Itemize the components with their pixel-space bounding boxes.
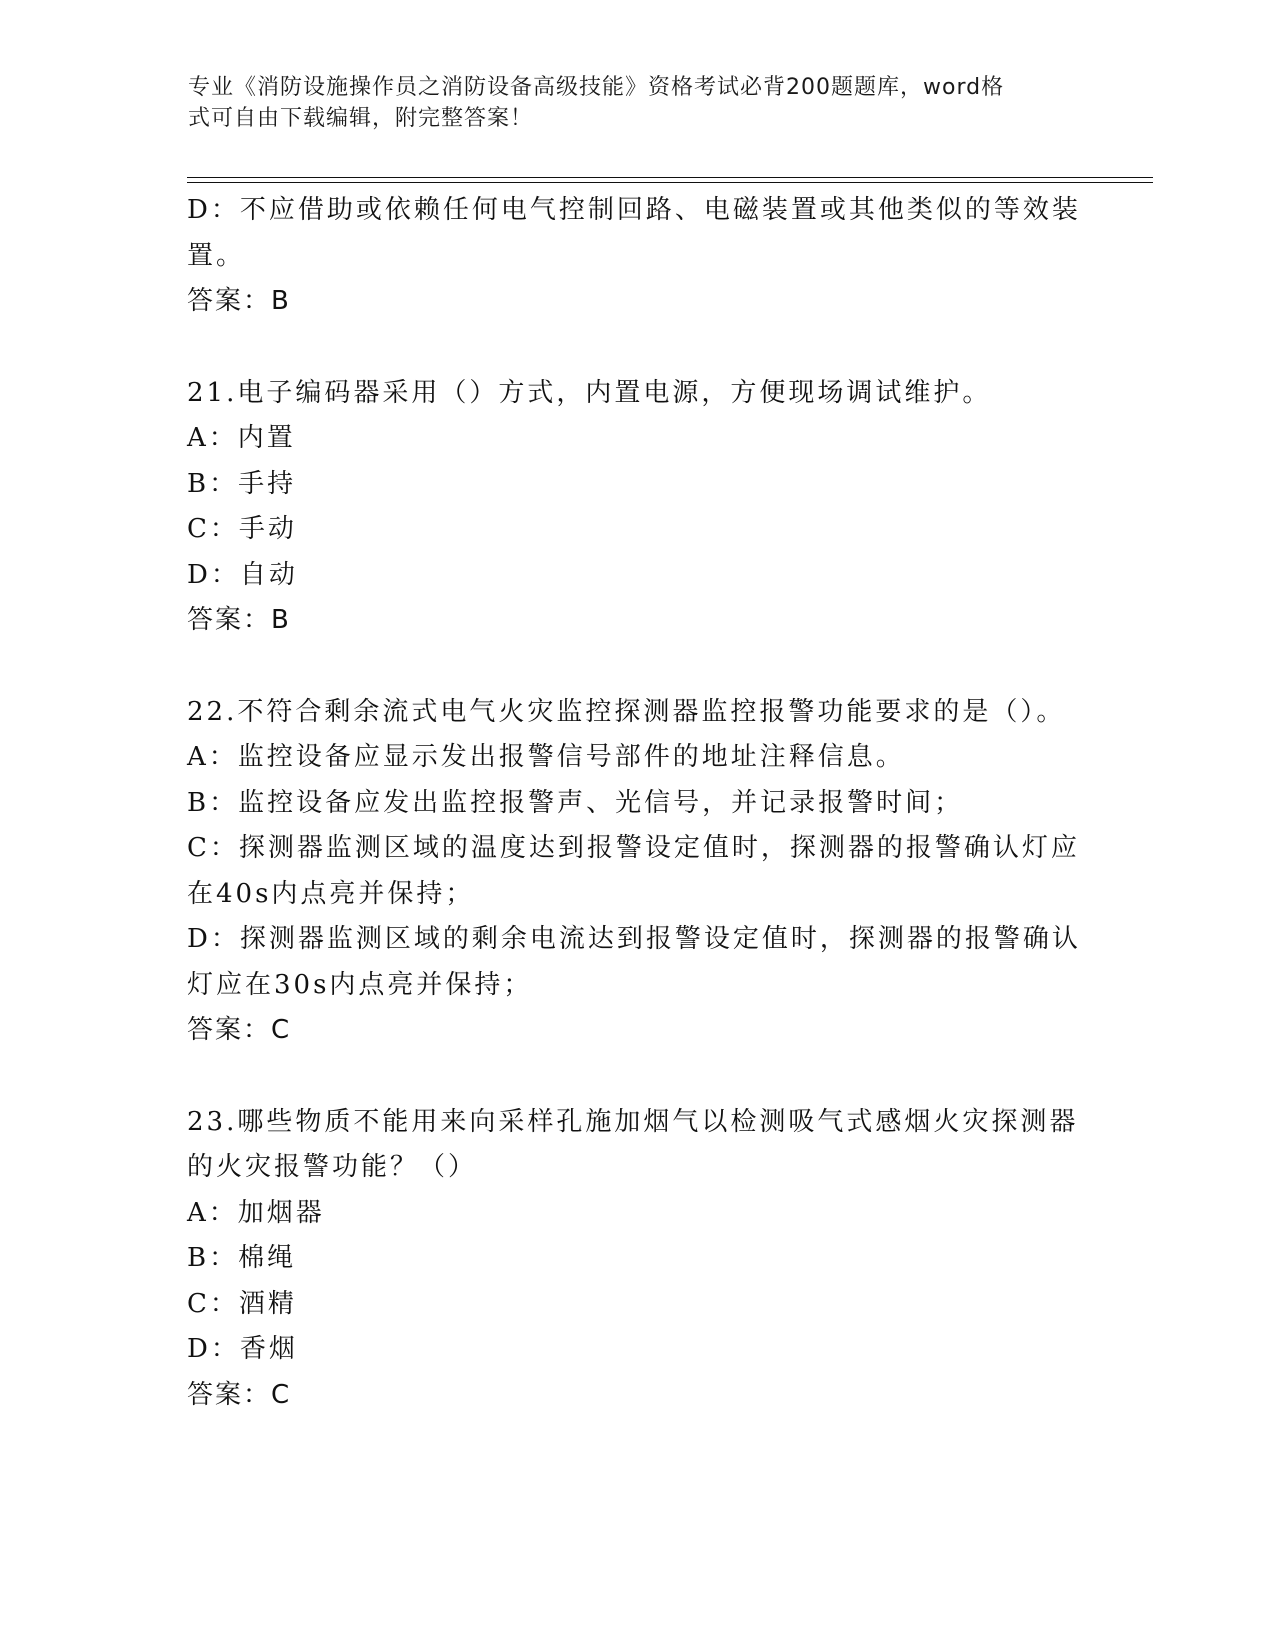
- option-d: D：自动: [187, 559, 298, 590]
- option-c-line-2: 在40s内点亮并保持；: [187, 878, 475, 909]
- header-line-2: 式可自由下载编辑，附完整答案！: [188, 106, 534, 131]
- header-rule-bottom: [187, 182, 1153, 183]
- option-b: B：棉绳: [187, 1243, 297, 1273]
- option-a: A：监控设备应显示发出报警信号部件的地址注释信息。: [187, 742, 905, 772]
- question-stem: 21.电子编码器采用（）方式，内置电源，方便现场调试维护。: [187, 377, 992, 408]
- answer-line: 答案：C: [187, 1379, 292, 1410]
- option-b: B：监控设备应发出监控报警声、光信号，并记录报警时间；: [187, 787, 964, 818]
- option-b: B：手持: [187, 468, 297, 499]
- question-separator: [187, 1054, 1077, 1100]
- option-d-line-1: D：不应借助或依赖任何电气控制回路、电磁装置或其他类似的等效装: [187, 195, 1081, 225]
- header-line-1: 专业《消防设施操作员之消防设备高级技能》资格考试必背200题题库，word格: [188, 75, 1005, 100]
- question-22: [187, 690, 1081, 1054]
- document-header: [188, 72, 1078, 134]
- question-21: [187, 371, 1077, 644]
- option-d-line-2: 置。: [187, 240, 246, 271]
- option-d-line-1: D：探测器监测区域的剩余电流达到报警设定值时，探测器的报警确认: [187, 924, 1081, 954]
- option-d-line-2: 灯应在30s内点亮并保持；: [187, 969, 533, 1000]
- question-separator: [187, 325, 1077, 371]
- question-stem-line-2: 的火灾报警功能？（）: [187, 1152, 478, 1182]
- answer-line: 答案：B: [187, 286, 291, 316]
- answer-line: 答案：B: [187, 605, 291, 635]
- header-rule-top: [187, 177, 1153, 178]
- option-c: C：酒精: [187, 1288, 297, 1319]
- question-stem: 22.不符合剩余流式电气火灾监控探测器监控报警功能要求的是（）。: [187, 696, 1066, 727]
- question-stem-line-1: 23.哪些物质不能用来向采样孔施加烟气以检测吸气式感烟火灾探测器: [187, 1106, 1079, 1137]
- question-23: [187, 1100, 1077, 1419]
- option-c-line-1: C：探测器监测区域的温度达到报警设定值时，探测器的报警确认灯应: [187, 833, 1080, 863]
- option-d: D：香烟: [187, 1334, 298, 1364]
- option-a: A：内置: [187, 423, 296, 453]
- option-a: A：加烟器: [187, 1197, 325, 1228]
- previous-question-tail: [187, 188, 1081, 325]
- option-c: C：手动: [187, 514, 297, 544]
- question-separator: [187, 644, 1077, 690]
- answer-line: 答案：C: [187, 1015, 292, 1045]
- document-body: [187, 188, 1081, 1418]
